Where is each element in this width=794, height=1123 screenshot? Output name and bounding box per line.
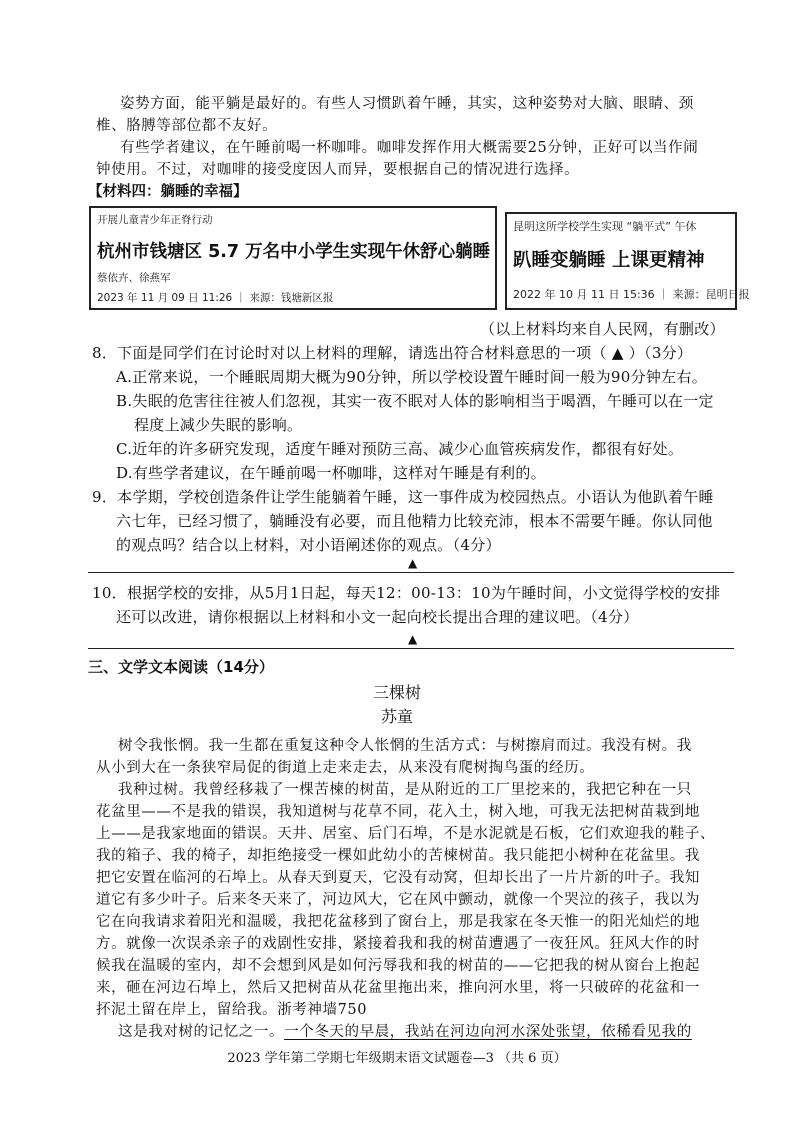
story-line-14-underlined: 一个冬天的早晨，我站在河边向河水深处张望，依稀看见我的 — [284, 1024, 692, 1040]
q8-option-c: C.近年的许多研究发现，适度午睡对预防三高、减少心血管疾病发作，都很有好处。 — [116, 440, 684, 458]
q9-line-2: 六七年，已经习惯了，躺睡没有必要，而且他精力比较充沛，根本不需要午睡。你认同他 — [116, 512, 713, 530]
q9-line-1: 9．本学期，学校创造条件让学生能躺着午睡，这一事件成为校园热点。小语认为他趴着午睡 — [92, 488, 714, 506]
q10-answer-line — [88, 648, 734, 649]
news-box-hangzhou — [89, 206, 497, 310]
q8-option-b-line-1: B.失眠的危害往往被人们忽视，其实一夜不眠对人体的影响相当于喝酒，午睡可以在一定 — [116, 392, 714, 410]
q10-line-2: 还可以改进，请你根据以上材料和小文一起向校长提出合理的建议吧。（4分） — [116, 608, 639, 626]
story-line-14-plain: 这是我对树的记忆之一。 — [118, 1024, 285, 1040]
section-3-heading: 三、文学文本阅读（14分） — [88, 658, 274, 676]
intro-line-4: 钟使用。不过，对咖啡的接受度因人而异，要根据自己的情况进行选择。 — [96, 162, 580, 178]
q8-stem: 8．下面是同学们在讨论时对以上材料的理解，请选出符合材料意思的一项（ ▲ ）（3分） — [92, 344, 693, 362]
story-line-13: 抔泥土留在岸上，留给我。浙考神墙750 — [96, 1002, 368, 1018]
news-headline: 杭州市钱塘区 5.7 万名中小学生实现午休舒心躺睡 — [97, 242, 491, 262]
story-line-14 — [118, 1021, 692, 1044]
q9-line-3: 的观点吗？结合以上材料，对小语阐述你的观点。（4分） — [116, 536, 501, 554]
story-line-3: 我种过树。我曾经移栽了一棵苦楝的树苗，是从附近的工厂里挖来的，我把它种在一只 — [118, 782, 692, 798]
story-line-4: 花盆里——不是我的错误，我知道树与花草不同，花入土，树入地，可我无法把树苗栽到地 — [96, 804, 700, 820]
news-headline: 趴睡变躺睡 上课更精神 — [513, 250, 705, 271]
story-line-11: 候我在温暖的室内，却不会想到风是如何污辱我和我的树苗的——它把我的树从窗台上抱起 — [96, 958, 700, 974]
news-meta: 2023 年 11 月 09 日 11:26 ｜ 来源：钱塘新区报 — [97, 292, 334, 304]
page-footer: 2023 学年第二学期七年级期末语文试题卷—3 （共 6 页） — [227, 1051, 567, 1066]
story-line-1: 树令我怅惘。我一生都在重复这种令人怅惘的生活方式：与树擦肩而过。我没有树。我 — [118, 738, 692, 754]
q10-line-1: 10．根据学校的安排，从5月1日起，每天12：00-13：10为午睡时间，小文觉得学校的安排 — [92, 584, 721, 602]
story-line-7: 把它安置在临河的石埠上。从春天到夏天，它没有动窝，但却长出了一片片新的叶子。我知 — [96, 870, 700, 886]
source-note: （以上材料均来自人民网，有删改） — [480, 320, 725, 338]
q8-option-d: D.有些学者建议，在午睡前喝一杯咖啡，这样对午睡是有利的。 — [116, 464, 546, 482]
news-meta: 2022 年 10 月 11 日 15:36 ｜ 来源：昆明日报 — [513, 288, 750, 301]
material-4-title: 【材料四：躺睡的幸福】 — [88, 184, 248, 200]
q8-option-b-line-2: 程度上减少失眠的影响。 — [134, 416, 303, 434]
intro-line-2: 椎、胳膊等部位都不友好。 — [96, 118, 278, 134]
q9-answer-mark: ▲ — [408, 556, 418, 570]
news-kicker: 昆明这所学校学生实现 “躺平式” 午休 — [513, 220, 697, 233]
news-authors: 蔡依卉、徐燕军 — [97, 272, 171, 284]
story-line-5: 上——是我家地面的错误。天井、居室、后门石埠，不是水泥就是石板，它们欢迎我的鞋子、 — [96, 826, 716, 842]
story-line-12: 来，砸在河边石埠上，然后又把树苗从花盆里拖出来，推向河水里，将一只破碎的花盆和一 — [96, 980, 700, 996]
intro-line-3: 有些学者建议，在午睡前喝一杯咖啡。咖啡发挥作用大概需要25分钟，正好可以当作闹 — [120, 140, 699, 156]
story-line-10: 方。就像一次误杀亲子的戏剧性安排，紧接着我和我的树苗遭遇了一夜狂风。狂风大作的时 — [96, 936, 700, 952]
story-line-2: 从小到大在一条狭窄局促的街道上走来走去，从来没有爬树掏鸟蛋的经历。 — [96, 760, 595, 776]
q10-answer-mark: ▲ — [408, 632, 418, 646]
story-line-9: 它在向我请求着阳光和温暖，我把花盆移到了窗台上，那是我家在冬天惟一的阳光灿烂的地 — [96, 914, 700, 930]
news-box-kunming — [505, 212, 750, 310]
story-title: 三棵树 — [372, 683, 421, 702]
q9-answer-line — [88, 572, 734, 573]
story-line-6: 我的箱子、我的椅子，却拒绝接受一棵如此幼小的苦楝树苗。我只能把小树种在花盆里。我 — [96, 848, 700, 864]
story-line-8: 道它有多少叶子。后来冬天来了，河边风大，它在风中颤动，就像一个哭泣的孩子，我以为 — [96, 892, 700, 908]
q8-option-a: A.正常来说，一个睡眠周期大概为90分钟，所以学校设置午睡时间一般为90分钟左右。 — [116, 368, 708, 386]
intro-line-1: 姿势方面，能平躺是最好的。有些人习惯趴着午睡，其实，这种姿势对大脑、眼睛、颈 — [120, 96, 694, 112]
news-kicker: 开展儿童青少年正脊行动 — [97, 214, 213, 226]
story-author: 苏童 — [380, 707, 413, 726]
